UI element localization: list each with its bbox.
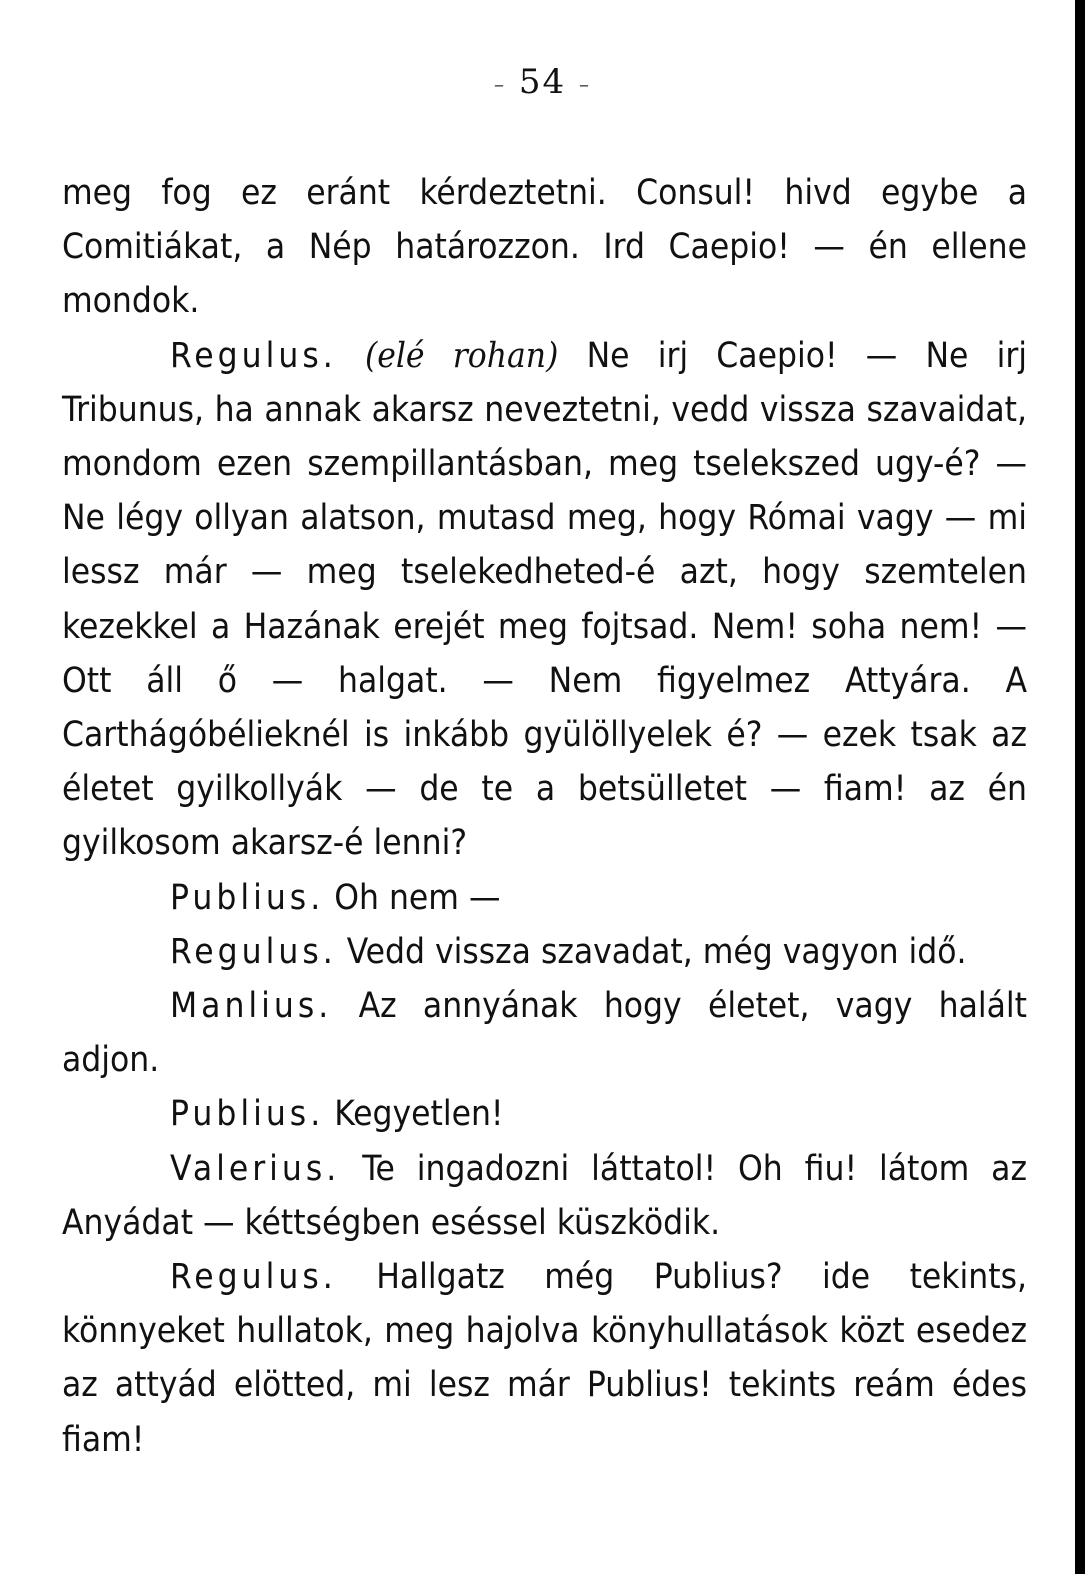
paragraph — [62, 871, 1027, 925]
paragraph-text: Oh nem — — [334, 877, 501, 918]
paragraph — [62, 1250, 1027, 1467]
paragraph-text: Kegyetlen! — [334, 1094, 504, 1135]
paragraph — [62, 925, 1027, 979]
ornament-right: – — [578, 72, 591, 96]
paragraph-text: meg fog ez eránt kérdeztetni. Consul! hivd egybe a Comitiákat, a Nép határozzon. Ird Caepio! — én ellene mondok. — [62, 173, 1027, 322]
speaker-name: Manlius. — [170, 986, 333, 1027]
page-number: 54 — [518, 62, 567, 102]
speaker-name: Regulus. — [170, 335, 337, 376]
speaker-name: Publius. — [170, 1094, 325, 1135]
paragraph-text: Ne irj Caepio! — Ne irj Tribunus, ha annak akarsz neveztetni, vedd vissza szavaidat, mondom ezen szempillantásban, meg tselekszed ugy-é? — Ne légy ollyan alatson, mutasd meg, hogy Római vagy — mi lessz már — meg tselekedheted-é azt, hogy szemtelen kezekkel a Hazának erejét meg fojtsad. Nem! soha nem! — Ott áll ő — halgat. — Nem figyelmez Attyára. A Carthágóbélieknél is inkább gyülöllyelek é? — ezek tsak az életet gyilkollyák — de te a betsülletet — fiam! az én gyilkosom akarsz-é lenni? — [62, 335, 1028, 864]
speaker-name: Valerius. — [170, 1148, 341, 1189]
stage-direction: (elé rohan) — [364, 335, 559, 376]
paragraph — [62, 979, 1027, 1087]
paragraph-text: Vedd vissza szavadat, még vagyon idő. — [346, 931, 967, 972]
paragraph — [62, 1087, 1027, 1141]
page-body — [62, 166, 1027, 1467]
speaker-name: Publius. — [170, 877, 325, 918]
paragraph-text: Az annyának hogy életet, vagy halált adjon. — [62, 986, 1027, 1081]
paragraph — [62, 329, 1027, 871]
paragraph-text: Hallgatz még Publius? ide tekints, könnyeket hullatok, meg hajolva könyhullatások közt esedez az attyád elötted, mi lesz már Publius! tekints reám édes fiam! — [62, 1257, 1027, 1460]
scan-edge — [1075, 0, 1085, 1574]
paragraph — [62, 1142, 1027, 1250]
page-number-header — [0, 62, 1085, 102]
ornament-left: – — [494, 72, 507, 96]
speaker-name: Regulus. — [170, 931, 337, 972]
paragraph — [62, 166, 1027, 329]
speaker-name: Regulus. — [170, 1257, 337, 1298]
paragraph-text: Te ingadozni láttatol! Oh fiu! látom az Anyádat — kéttségben eséssel küszködik. — [62, 1148, 1027, 1243]
